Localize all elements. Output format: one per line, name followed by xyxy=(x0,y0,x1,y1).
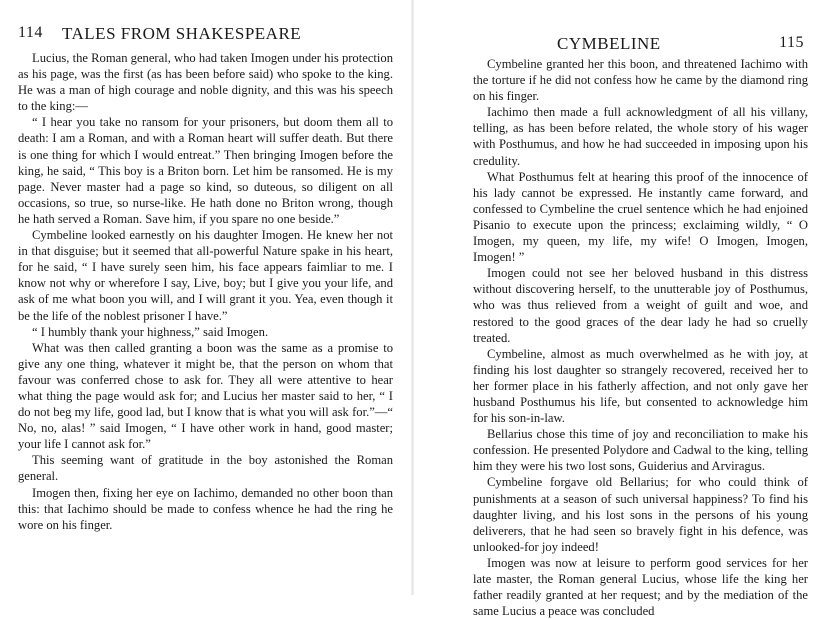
paragraph: Iachimo then made a full acknowledgment of all his villany, telling, as has been before related, the whole story of his wager with Posthumus, and how he had succeeded in imposing upon his credulity. xyxy=(473,105,808,168)
left-running-title: TALES FROM SHAKESPEARE xyxy=(62,24,302,43)
paragraph: Lucius, the Roman general, who had taken Imogen under his protection as his page, was the first (as has been before said) who spoke to the king. He was a man of high courage and noble dignity, and this was his speech to the king:— xyxy=(18,51,393,114)
left-page-text xyxy=(18,44,393,533)
paragraph: Imogen could not see her beloved husband in this distress without discovering herself, to the unutterable joy of Posthumus, who was thus relieved from a weight of guilt and woe, and restored to the good graces of the dear lady he had so cruelly treated. xyxy=(473,266,808,345)
left-page xyxy=(0,0,413,595)
paragraph: Bellarius chose this time of joy and reconciliation to make his confession. He presented Polydore and Cadwal to the king, telling him they were his two lost sons, Guiderius and Arviragus. xyxy=(473,427,808,474)
paragraph: This seeming want of gratitude in the boy astonished the Roman general. xyxy=(18,453,393,484)
right-running-head xyxy=(473,20,808,56)
left-page-number: 114 xyxy=(18,24,43,41)
right-page xyxy=(413,0,826,619)
paragraph: Cymbeline forgave old Bellarius; for who could think of punishments at a season of such universal happiness? To find his daughter living, and his lost sons in the persons of his young deliverers, that he had seen so bravely fight in his defence, was unlooked-for joy indeed! xyxy=(473,475,808,554)
right-page-number: 115 xyxy=(779,34,804,51)
paragraph: What Posthumus felt at hearing this proof of the innocence of his lady cannot be expressed. He instantly came forward, and confessed to Cymbeline the cruel sentence which he had enjoined Pisanio to execute upon the princess; exclaiming wildly, “ O Imogen, my queen, my life, my wife! O Imogen, Imogen, Imogen! ” xyxy=(473,169,808,265)
paragraph: Cymbeline looked earnestly on his daughter Imogen. He knew her not in that disguise; but it seemed that all-powerful Nature spake in his heart, for he said, “ I have surely seen him, his face appears faimliar to me. I know not why or wherefore I say, Live, boy; but I give you your life, and ask of me what boon you will, and I will grant it you. Yea, even though it be the life of the noblest prisoner I have.” xyxy=(18,228,393,323)
paragraph: Imogen then, fixing her eye on Iachimo, demanded no other boon than this: that Iachimo should be made to confess whence he had the ring he wore on his finger. xyxy=(18,485,393,532)
paragraph: Cymbeline, almost as much overwhelmed as he with joy, at finding his lost daughter so strangely recovered, received her to her former place in his fatherly affection, and not only gave her husband Posthumus his life, but consented to acknowledge him for his son-in-law. xyxy=(473,346,808,426)
paragraph: Imogen was now at leisure to perform good services for her late master, the Roman general Lucius, whose life the king her father readily granted at her request; and by the mediation of the same Lucius a peace was concluded xyxy=(473,555,808,619)
right-running-title: CYMBELINE xyxy=(557,34,661,53)
right-page-text xyxy=(473,56,808,619)
paragraph: What was then called granting a boon was the same as a promise to give any one thing, whatever it might be, that the person on whom that favour was conferred chose to ask for. They all were attentive to hear what thing the page would ask for; and Lucius her master said to her, “ I do not beg my life, good lad, but I know that is what you will ask for.”—“ No, no, alas! ” said Imogen, “ I have other work in hand, good master; your life I cannot ask for.” xyxy=(18,340,393,452)
paragraph: Cymbeline granted her this boon, and threatened Iachimo with the torture if he did not confess how he came by the diamond ring on his finger. xyxy=(473,57,808,104)
paragraph: “ I hear you take no ransom for your prisoners, but doom them all to death: I am a Roman, and with a Roman heart will suffer death. But there is one thing for which I would entreat.” Then bringing Imogen before the king, he said, “ This boy is a Briton born. Let him be ransomed. He is my page. Never master had a page so kind, so duteous, so diligent on all occasions, so true, so nurse-like. He hath done no Briton wrong, though he hath served a Roman. Save him, if you spare no one beside.” xyxy=(18,115,393,226)
left-running-head xyxy=(18,20,393,44)
paragraph: “ I humbly thank your highness,” said Imogen. xyxy=(32,324,269,339)
